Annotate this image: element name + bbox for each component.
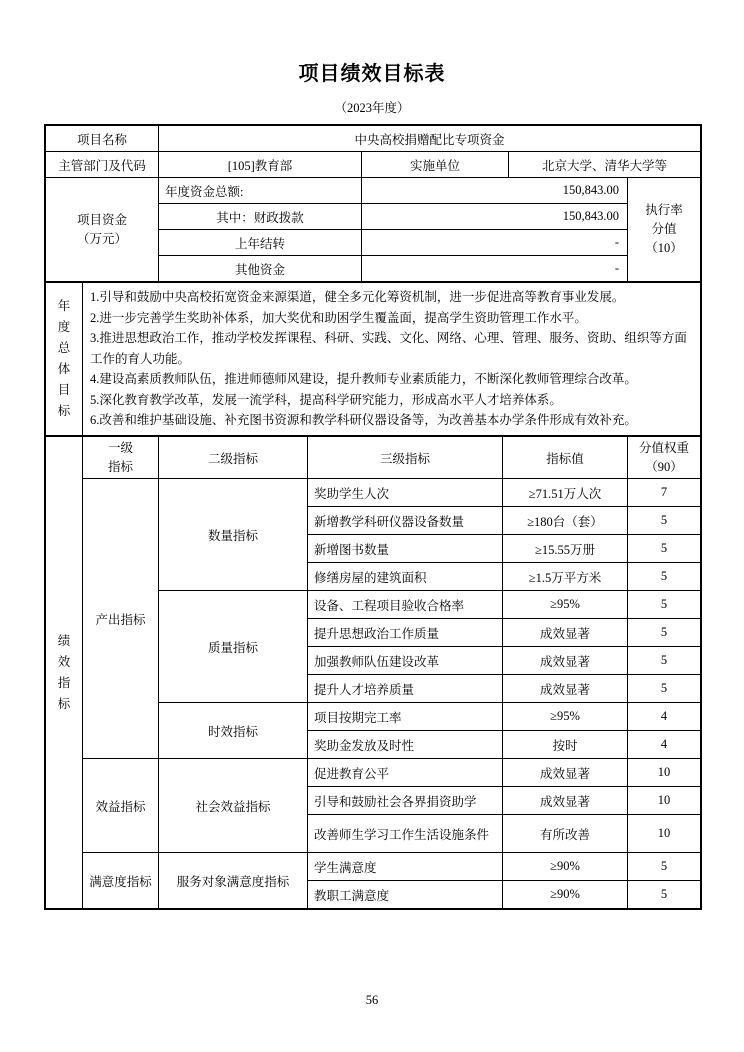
indicator-value: 成效显著	[503, 647, 628, 675]
execution-rate-score	[628, 178, 701, 282]
header-level2: 二级指标	[159, 437, 308, 479]
indicator-value: ≥71.51万人次	[503, 479, 628, 507]
level2-timeliness: 时效指标	[159, 703, 308, 759]
execution-line1: 执行率	[645, 203, 683, 217]
indicator-weight: 5	[628, 507, 701, 535]
goal-item-4: 4.建设高素质教师队伍，推进师德师风建设，提升教师专业素质能力，不断深化教师管理综合改革。	[90, 372, 637, 387]
indicator-weight: 5	[628, 563, 701, 591]
funding-carryover-label: 上年结转	[159, 230, 362, 256]
level1-output: 产出指标	[83, 479, 159, 759]
page-title: 项目绩效目标表	[298, 63, 446, 85]
indicators-header-row	[46, 437, 701, 479]
indicator-weight: 10	[628, 815, 701, 853]
funding-total-value: 150,843.00	[362, 178, 628, 204]
indicator-value: ≥90%	[503, 881, 628, 909]
indicator-row	[46, 479, 701, 507]
indicator-name: 新增教学科研仪器设备数量	[308, 507, 503, 535]
indicator-value: ≥90%	[503, 853, 628, 881]
indicator-name: 奖助学生人次	[308, 479, 503, 507]
level2-quantity: 数量指标	[159, 479, 308, 591]
page-subtitle: （2023年度）	[334, 101, 410, 115]
indicator-name: 改善师生学习工作生活设施条件	[308, 815, 503, 853]
indicator-weight: 5	[628, 619, 701, 647]
level1-satisfaction: 满意度指标	[83, 853, 159, 909]
execution-line3: （10）	[645, 241, 683, 255]
indicator-value: 按时	[503, 731, 628, 759]
annual-goals-table	[45, 282, 701, 436]
page-number: 56	[365, 993, 379, 1007]
funding-label	[46, 178, 159, 282]
indicator-weight: 7	[628, 479, 701, 507]
header-level1-line1: 一级	[107, 440, 133, 455]
indicator-name: 引导和鼓励社会各界捐资助学	[308, 787, 503, 815]
indicator-value: ≥95%	[503, 703, 628, 731]
execution-line2: 分值	[651, 222, 677, 236]
header-value: 指标值	[503, 437, 628, 479]
project-info-table	[45, 125, 701, 282]
annual-goals-content	[83, 283, 701, 436]
indicator-value: ≥15.55万册	[503, 535, 628, 563]
indicator-weight: 5	[628, 647, 701, 675]
indicator-name: 学生满意度	[308, 853, 503, 881]
header-level1-line2: 指标	[107, 459, 133, 474]
funding-total-label: 年度资金总额:	[159, 178, 362, 204]
level2-service-satisfaction: 服务对象满意度指标	[159, 853, 308, 909]
goal-item-6: 6.改善和维护基础设施、补充图书资源和教学科研仪器设备等，为改善基本办学条件形成有效补充。	[90, 413, 637, 428]
indicator-weight: 5	[628, 881, 701, 909]
funding-label-line1: 项目资金	[76, 212, 127, 227]
indicator-name: 修缮房屋的建筑面积	[308, 563, 503, 591]
department-row	[46, 152, 701, 178]
goal-item-2: 2.进一步完善学生奖助补体系，加大奖优和助困学生覆盖面，提高学生资助管理工作水平。	[90, 310, 587, 325]
indicator-row	[46, 759, 701, 787]
indicator-name: 奖助金发放及时性	[308, 731, 503, 759]
indicator-weight: 10	[628, 787, 701, 815]
performance-target-table	[44, 124, 702, 910]
funding-fiscal-value: 150,843.00	[362, 204, 628, 230]
indicator-name: 促进教育公平	[308, 759, 503, 787]
indicator-weight: 5	[628, 591, 701, 619]
indicator-value: ≥95%	[503, 591, 628, 619]
indicator-name: 设备、工程项目验收合格率	[308, 591, 503, 619]
goal-item-3: 3.推进思想政治工作，推动学校发挥课程、科研、实践、文化、网络、心理、管理、服务、资助、组织等方面工作的育人功能。	[90, 331, 687, 366]
funding-other-value: -	[362, 256, 628, 282]
indicator-name: 项目按期完工率	[308, 703, 503, 731]
indicators-section-label: 绩效指标	[57, 633, 71, 711]
dept-value: [105]教育部	[159, 152, 362, 178]
goal-item-5: 5.深化教育教学改革，发展一流学科，提高科学研究能力，形成高水平人才培养体系。	[90, 392, 562, 407]
indicator-name: 教职工满意度	[308, 881, 503, 909]
funding-carryover-value: -	[362, 230, 628, 256]
header-level1	[83, 437, 159, 479]
indicator-row	[46, 853, 701, 881]
indicator-weight: 5	[628, 853, 701, 881]
impl-label: 实施单位	[362, 152, 509, 178]
header-weight-line2: （90）	[645, 459, 683, 474]
level2-quality: 质量指标	[159, 591, 308, 703]
dept-label: 主管部门及代码	[46, 152, 159, 178]
header-weight-line1: 分值权重	[638, 440, 689, 455]
header-weight	[628, 437, 701, 479]
indicator-weight: 5	[628, 675, 701, 703]
funding-other-label: 其他资金	[159, 256, 362, 282]
header-level3: 三级指标	[308, 437, 503, 479]
indicator-value: ≥180台（套）	[503, 507, 628, 535]
indicator-value: 成效显著	[503, 787, 628, 815]
project-name-row	[46, 126, 701, 152]
project-name-value: 中央高校捐赠配比专项资金	[159, 126, 701, 152]
funding-fiscal-label: 其中：财政拨款	[159, 204, 362, 230]
indicator-value: 成效显著	[503, 759, 628, 787]
indicator-weight: 5	[628, 535, 701, 563]
funding-label-line2: （万元）	[76, 231, 127, 246]
indicator-value: 有所改善	[503, 815, 628, 853]
indicator-name: 提升思想政治工作质量	[308, 619, 503, 647]
indicator-weight: 4	[628, 731, 701, 759]
annual-goals-label: 年度总体目标	[57, 299, 71, 418]
indicator-name: 加强教师队伍建设改革	[308, 647, 503, 675]
indicator-weight: 4	[628, 703, 701, 731]
indicator-value: 成效显著	[503, 675, 628, 703]
level1-benefit: 效益指标	[83, 759, 159, 853]
impl-value: 北京大学、清华大学等	[509, 152, 701, 178]
annual-goals-label-cell	[46, 283, 83, 436]
indicator-value: 成效显著	[503, 619, 628, 647]
indicator-weight: 10	[628, 759, 701, 787]
level2-social-benefit: 社会效益指标	[159, 759, 308, 853]
goal-item-1: 1.引导和鼓励中央高校拓宽资金来源渠道，健全多元化筹资机制，进一步促进高等教育事业发展。	[90, 290, 625, 305]
annual-goals-row	[46, 283, 701, 436]
indicator-name: 提升人才培养质量	[308, 675, 503, 703]
indicator-value: ≥1.5万平方米	[503, 563, 628, 591]
indicators-table	[45, 436, 701, 909]
project-name-label: 项目名称	[46, 126, 159, 152]
indicator-name: 新增图书数量	[308, 535, 503, 563]
indicators-section-label-cell	[46, 437, 83, 909]
funding-row-total	[46, 178, 701, 204]
